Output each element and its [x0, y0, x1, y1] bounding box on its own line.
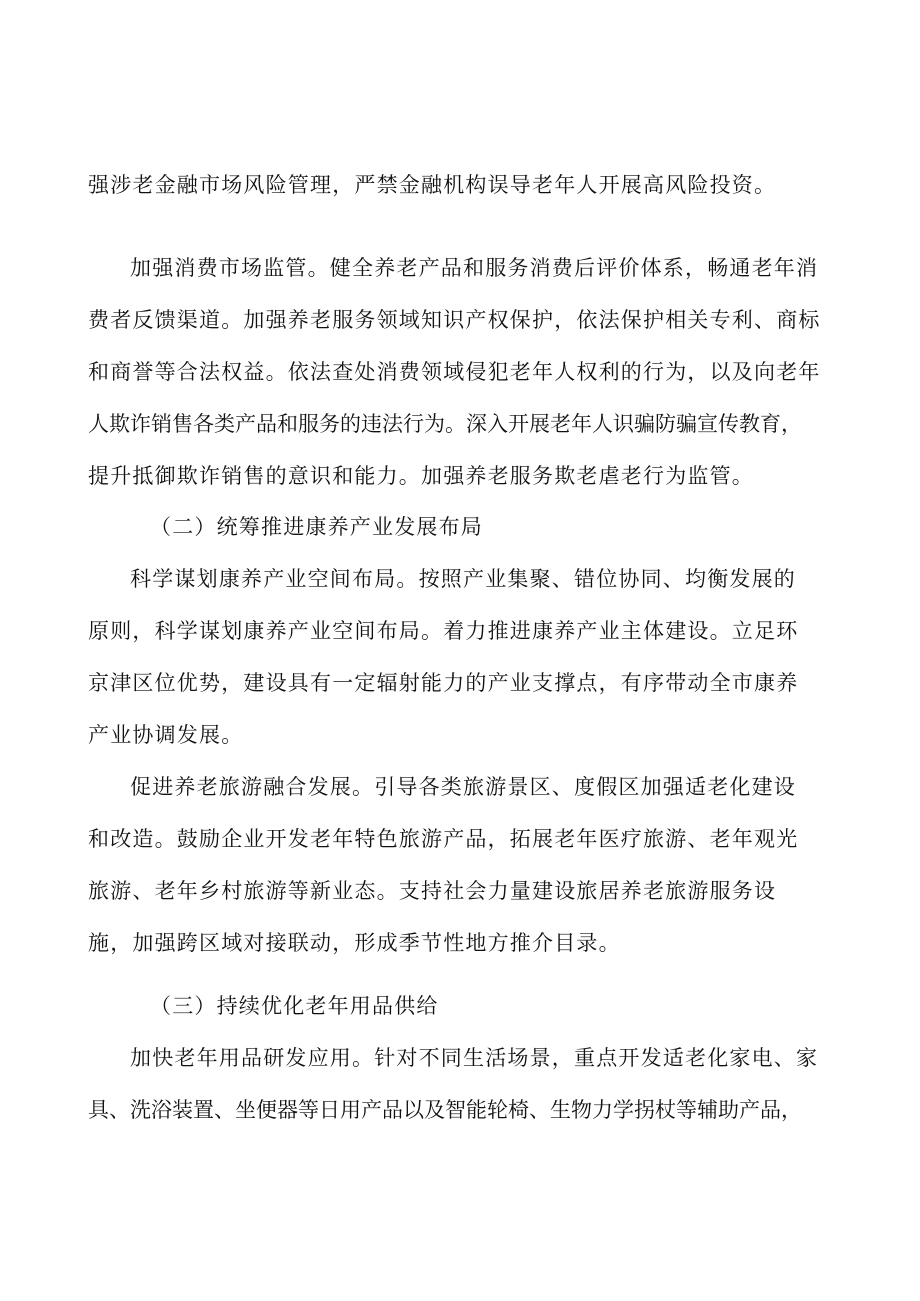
paragraph-line: 强涉老金融市场风险管理，严禁金融机构误导老年人开展高风险投资。 — [88, 173, 777, 197]
section-heading: （二）统筹推进康养产业发展布局 — [150, 515, 483, 539]
paragraph-line: 产业协调发展。 — [88, 723, 244, 747]
paragraph-line: 和商誉等合法权益。依法查处消费领域侵犯老年人权利的行为，以及向老年 — [88, 360, 821, 384]
paragraph-line: 和改造。鼓励企业开发老年特色旅游产品，拓展老年医疗旅游、老年观光 — [88, 827, 799, 851]
section-heading: （三）持续优化老年用品供给 — [150, 994, 439, 1018]
paragraph-line: 科学谋划康养产业空间布局。按照产业集聚、错位协同、均衡发展的 — [130, 567, 796, 591]
paragraph-line: 加快老年用品研发应用。针对不同生活场景，重点开发适老化家电、家 — [130, 1046, 819, 1070]
paragraph-line: 费者反馈渠道。加强养老服务领域知识产权保护，依法保护相关专利、商标 — [88, 308, 821, 332]
paragraph-line: 促进养老旅游融合发展。引导各类旅游景区、度假区加强适老化建设 — [130, 775, 796, 799]
paragraph-line: 旅游、老年乡村旅游等新业态。支持社会力量建设旅居养老旅游服务设 — [88, 879, 777, 903]
paragraph-line: 具、洗浴装置、坐便器等日用产品以及智能轮椅、生物力学拐杖等辅助产品， — [88, 1098, 802, 1122]
paragraph-line: 加强消费市场监管。健全养老产品和服务消费后评价体系，畅通老年消 — [130, 256, 819, 280]
paragraph-line: 施，加强跨区域对接联动，形成季节性地方推介目录。 — [88, 931, 621, 955]
paragraph-line: 原则，科学谋划康养产业空间布局。着力推进康养产业主体建设。立足环 — [88, 619, 799, 643]
paragraph-line: 提升抵御欺诈销售的意识和能力。加强养老服务欺老虐老行为监管。 — [88, 464, 754, 488]
paragraph-line: 京津区位优势，建设具有一定辐射能力的产业支撑点，有序带动全市康养 — [88, 671, 799, 695]
paragraph-line: 人欺诈销售各类产品和服务的违法行为。深入开展老年人识骗防骗宣传教育， — [88, 412, 802, 436]
